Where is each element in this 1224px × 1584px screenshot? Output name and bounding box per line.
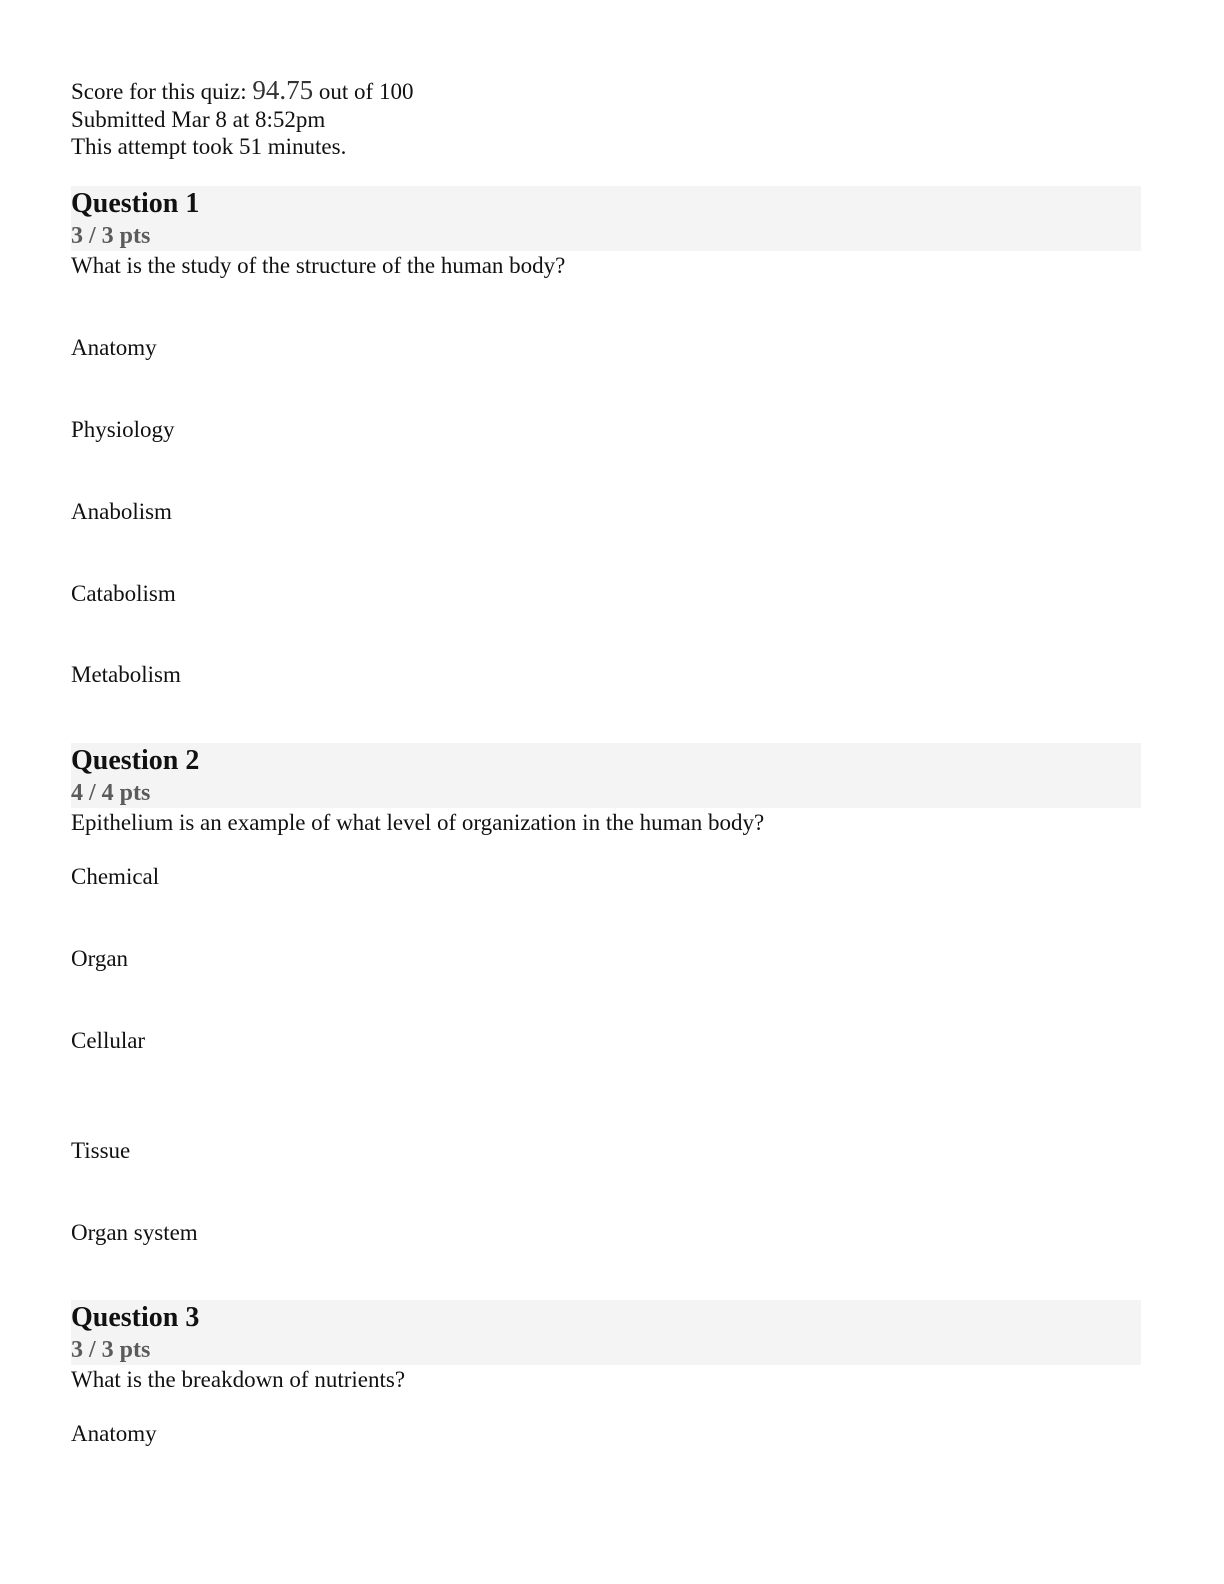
- submitted-line: Submitted Mar 8 at 8:52pm: [71, 107, 326, 132]
- question-2-answer-1[interactable]: Chemical: [71, 864, 160, 889]
- score-prefix: Score for this quiz:: [71, 79, 253, 104]
- question-1-answer-1[interactable]: Anatomy: [71, 335, 157, 360]
- question-2-header: [71, 743, 1141, 808]
- question-2-answer-4[interactable]: Tissue: [71, 1138, 131, 1163]
- question-3-title: Question 3: [71, 1302, 200, 1333]
- question-3-text: What is the breakdown of nutrients?: [71, 1367, 406, 1392]
- question-2-text: Epithelium is an example of what level of organization in the human body?: [71, 810, 765, 835]
- question-1-header: [71, 186, 1141, 251]
- score-suffix: out of 100: [313, 79, 414, 104]
- question-3-header: [71, 1300, 1141, 1365]
- question-1-answer-5[interactable]: Metabolism: [71, 662, 181, 687]
- question-2-title: Question 2: [71, 745, 200, 776]
- question-1-answer-3[interactable]: Anabolism: [71, 499, 172, 524]
- question-2-points: 4 / 4 pts: [71, 780, 151, 806]
- score-value: 94.75: [252, 75, 314, 105]
- question-3-points: 3 / 3 pts: [71, 1337, 151, 1363]
- question-2-answer-2[interactable]: Organ: [71, 946, 129, 971]
- question-1-answer-2[interactable]: Physiology: [71, 417, 175, 442]
- question-1-answer-4[interactable]: Catabolism: [71, 581, 176, 606]
- question-2-answer-5[interactable]: Organ system: [71, 1220, 198, 1245]
- question-1-title: Question 1: [71, 188, 200, 219]
- question-3-answer-1[interactable]: Anatomy: [71, 1421, 157, 1446]
- question-2-answer-3[interactable]: Cellular: [71, 1028, 146, 1053]
- question-1-points: 3 / 3 pts: [71, 223, 151, 249]
- score-line: [71, 76, 413, 106]
- question-1-text: What is the study of the structure of the human body?: [71, 253, 566, 278]
- duration-line: This attempt took 51 minutes.: [71, 134, 347, 159]
